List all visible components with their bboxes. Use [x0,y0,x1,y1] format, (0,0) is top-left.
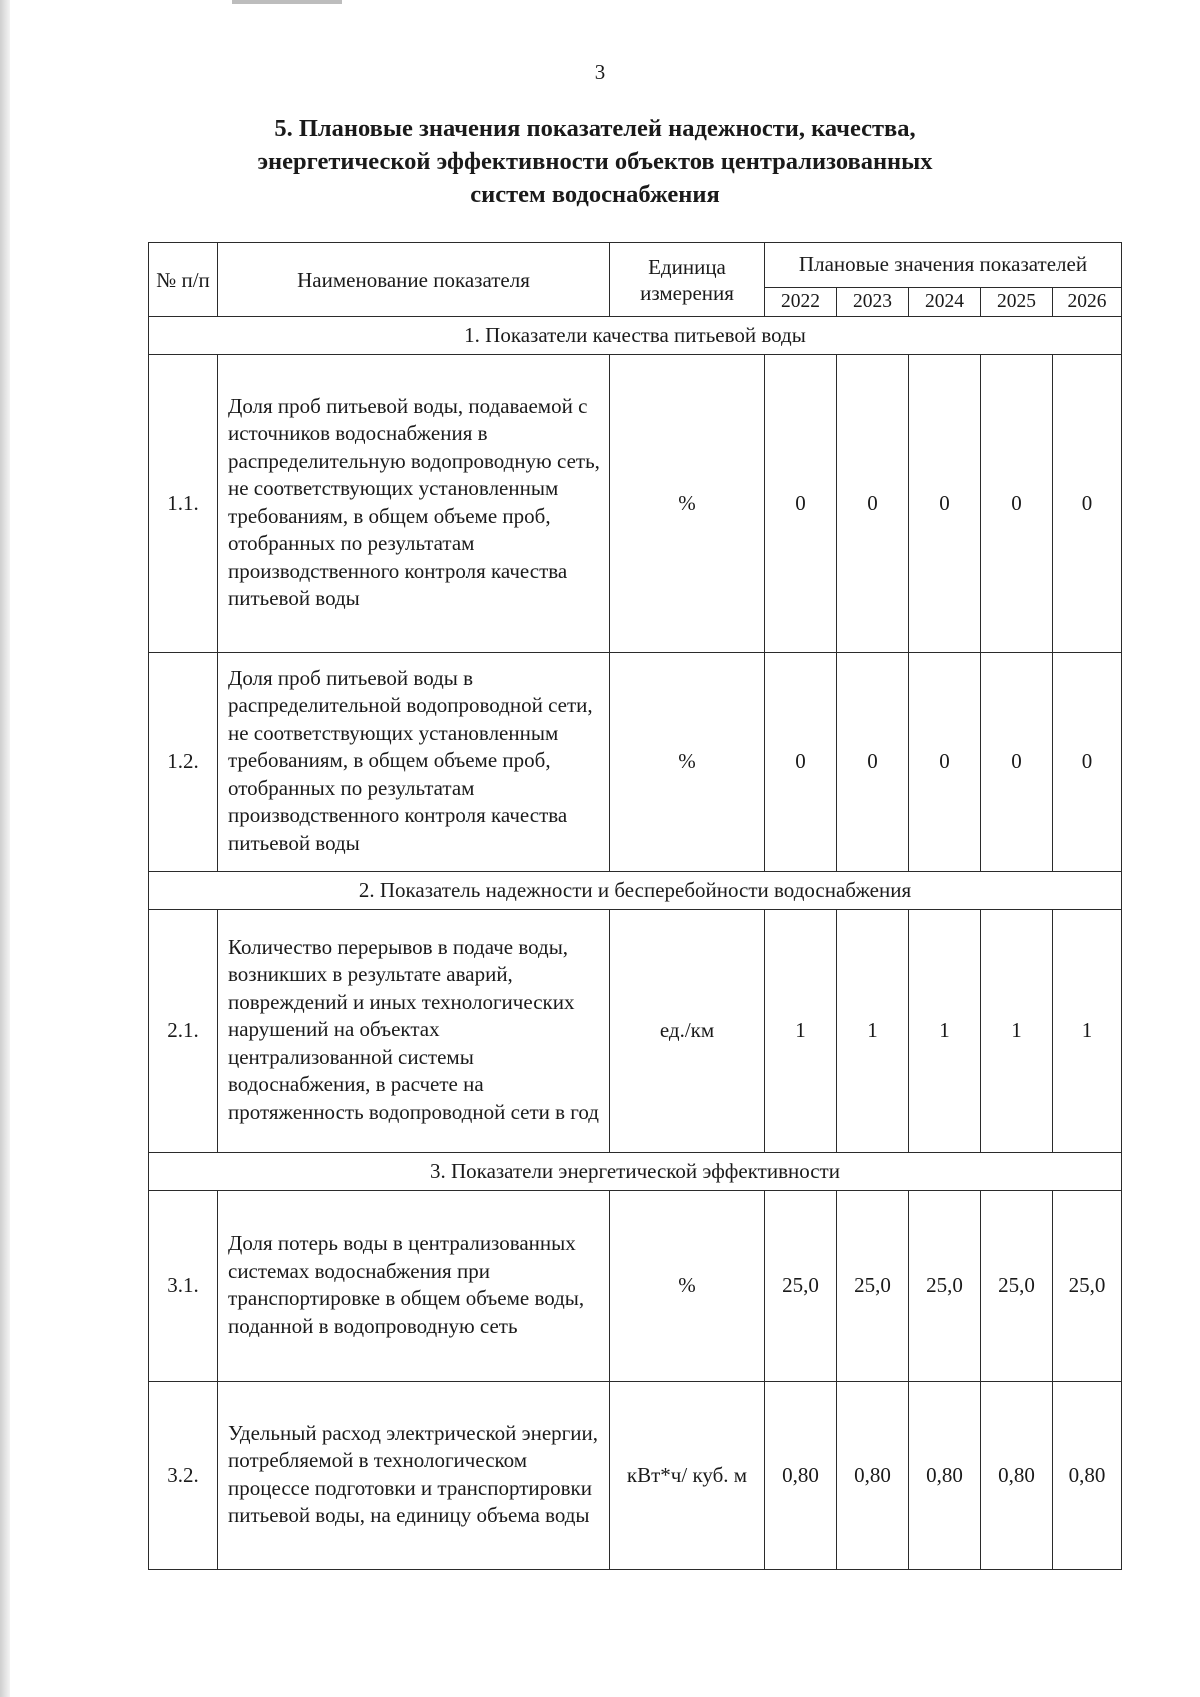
page-title [160,112,1030,211]
page-title-line-1: 5. Плановые значения показателей надежности, качества, [274,115,916,142]
header-year-2023: 2023 [837,288,909,317]
row-value-2024: 0 [909,355,981,653]
row-num: 3.1. [149,1191,218,1382]
header-year-2025: 2025 [981,288,1053,317]
row-value-2022: 0 [765,355,837,653]
table-row [149,1382,1122,1570]
row-value-2023: 0,80 [837,1382,909,1570]
header-plan-values: Плановые значения показателей [765,243,1122,288]
row-value-2024: 0 [909,653,981,872]
scan-artifact-mark [232,0,342,4]
section-row [149,872,1122,910]
row-value-2026: 0 [1053,653,1122,872]
row-num: 1.2. [149,653,218,872]
row-unit: % [610,1191,765,1382]
table-header-row [149,243,1122,288]
row-value-2023: 0 [837,653,909,872]
row-value-2023: 0 [837,355,909,653]
row-value-2026: 25,0 [1053,1191,1122,1382]
indicators-table [148,242,1122,1570]
row-value-2022: 25,0 [765,1191,837,1382]
table-row [149,653,1122,872]
section-row [149,317,1122,355]
row-value-2024: 25,0 [909,1191,981,1382]
row-unit: ед./км [610,910,765,1153]
row-value-2026: 0,80 [1053,1382,1122,1570]
row-num: 1.1. [149,355,218,653]
header-year-2024: 2024 [909,288,981,317]
row-value-2022: 0,80 [765,1382,837,1570]
row-value-2023: 25,0 [837,1191,909,1382]
row-value-2025: 0 [981,355,1053,653]
row-unit: % [610,355,765,653]
row-unit: кВт*ч/ куб. м [610,1382,765,1570]
row-value-2023: 1 [837,910,909,1153]
row-value-2025: 0 [981,653,1053,872]
row-value-2024: 0,80 [909,1382,981,1570]
row-value-2024: 1 [909,910,981,1153]
header-unit: Единица измерения [610,243,765,317]
header-year-2026: 2026 [1053,288,1122,317]
row-value-2022: 0 [765,653,837,872]
row-value-2025: 0,80 [981,1382,1053,1570]
row-name: Удельный расход электрической энергии, потребляемой в технологическом процессе подготовки и транспортировки питьевой воды, на единицу объема воды [218,1382,610,1570]
section-row [149,1153,1122,1191]
row-name: Количество перерывов в подаче воды, возникших в результате аварий, повреждений и иных технологических нарушений на объектах централизованной системы водоснабжения, в расчете на протяженность водопроводной сети в год [218,910,610,1153]
row-name: Доля потерь воды в централизованных системах водоснабжения при транспортировке в общем объеме воды, поданной в водопроводную сеть [218,1191,610,1382]
section-title-energy: 3. Показатели энергетической эффективности [149,1153,1122,1191]
table-row [149,1191,1122,1382]
header-name: Наименование показателя [218,243,610,317]
table-row [149,355,1122,653]
table-row [149,910,1122,1153]
page-title-line-3: систем водоснабжения [470,181,720,208]
row-value-2026: 1 [1053,910,1122,1153]
row-unit: % [610,653,765,872]
row-value-2022: 1 [765,910,837,1153]
row-num: 3.2. [149,1382,218,1570]
header-num: № п/п [149,243,218,317]
row-num: 2.1. [149,910,218,1153]
row-name: Доля проб питьевой воды в распределительной водопроводной сети, не соответствующих установленным требованиям, в общем объеме проб, отобранных по результатам производственного контроля качества питьевой воды [218,653,610,872]
row-name: Доля проб питьевой воды, подаваемой с источников водоснабжения в распределительную водопроводную сеть, не соответствующих установленным требованиям, в общем объеме проб, отобранных по результатам производственного контроля качества питьевой воды [218,355,610,653]
section-title-quality: 1. Показатели качества питьевой воды [149,317,1122,355]
row-value-2025: 25,0 [981,1191,1053,1382]
page-title-line-2: энергетической эффективности объектов централизованных [257,148,933,175]
section-title-reliability: 2. Показатель надежности и бесперебойности водоснабжения [149,872,1122,910]
row-value-2025: 1 [981,910,1053,1153]
scan-edge-shadow [0,0,10,1697]
row-value-2026: 0 [1053,355,1122,653]
header-year-2022: 2022 [765,288,837,317]
page-number: 3 [594,60,606,84]
